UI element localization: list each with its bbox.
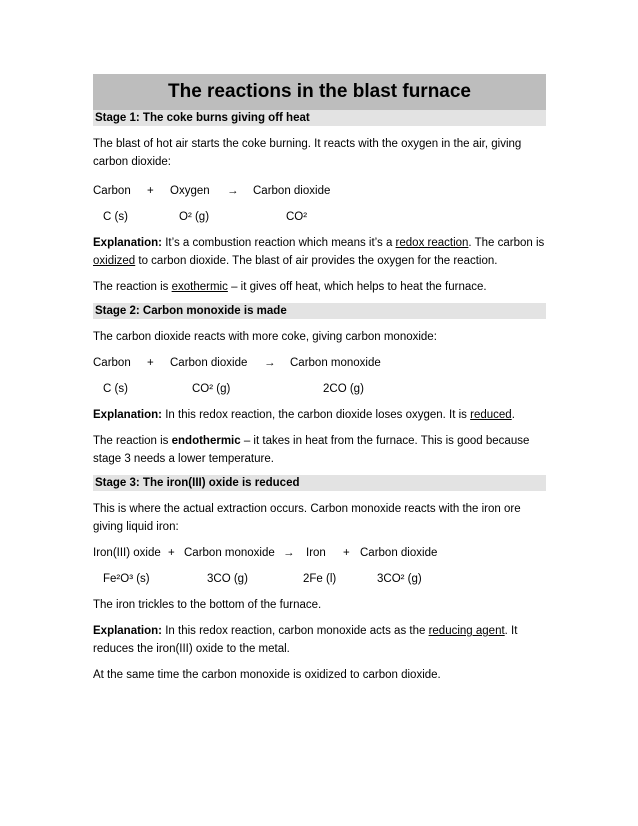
stage-1-explanation <box>93 234 546 270</box>
document-page <box>93 74 546 684</box>
eq-operator: + <box>147 185 154 197</box>
eq-symbol: C (s) <box>103 383 128 395</box>
eq-operator: + <box>168 547 175 559</box>
eq-symbol: 3CO (g) <box>207 573 248 585</box>
eq-symbol: 2Fe (l) <box>303 573 337 585</box>
stage-3-heading: Stage 3: The iron(III) oxide is reduced <box>93 475 546 491</box>
stage-3-explanation <box>93 622 546 658</box>
explanation-label: Explanation: <box>93 237 163 249</box>
eq-symbol: CO² <box>286 211 308 223</box>
eq-arrow: → <box>283 547 295 559</box>
endothermic-term: endothermic <box>171 435 241 447</box>
eq-symbol: C (s) <box>103 211 128 223</box>
text: – it takes in heat from the furnace. This is good because stage 3 needs a lower temperature. <box>93 435 530 465</box>
stage-3-symbol-equation <box>93 570 546 588</box>
explanation-label: Explanation: <box>93 625 163 637</box>
stage-3-word-equation <box>93 544 546 562</box>
eq-symbol: CO² (g) <box>192 383 231 395</box>
stage-2-intro: The carbon dioxide reacts with more coke, giving carbon monoxide: <box>93 331 437 343</box>
stage-2-endothermic <box>93 432 546 468</box>
page-title: The reactions in the blast furnace <box>93 74 546 110</box>
stage-3-trickle: The iron trickles to the bottom of the furnace. <box>93 599 322 611</box>
stage-1-exothermic <box>93 278 546 296</box>
stage-2-explanation <box>93 406 546 424</box>
stage-1-word-equation <box>93 182 546 200</box>
text: . The carbon is <box>468 237 545 249</box>
eq-symbol: Fe²O³ (s) <box>103 573 150 585</box>
eq-arrow: → <box>227 185 239 197</box>
redox-reaction-link[interactable]: redox reaction <box>395 237 469 249</box>
stage-1-symbol-equation <box>93 208 546 226</box>
text: In this redox reaction, carbon monoxide acts as the <box>162 625 429 637</box>
stage-3-final: At the same time the carbon monoxide is oxidized to carbon dioxide. <box>93 669 441 681</box>
explanation-label: Explanation: <box>93 409 163 421</box>
text: In this redox reaction, the carbon dioxide loses oxygen. It is <box>162 409 471 421</box>
eq-term: Carbon dioxide <box>253 185 331 197</box>
text: . It reduces the iron(III) oxide to the metal. <box>93 625 518 655</box>
text: . <box>511 409 515 421</box>
eq-term: Carbon <box>93 357 131 369</box>
eq-term: Iron(III) oxide <box>93 547 161 559</box>
stage-2-word-equation <box>93 354 546 372</box>
text: to carbon dioxide. The blast of air provides the oxygen for the reaction. <box>135 255 498 267</box>
eq-term: Carbon dioxide <box>360 547 438 559</box>
eq-symbol: 3CO² (g) <box>377 573 422 585</box>
eq-arrow: → <box>264 357 276 369</box>
eq-term: Iron <box>306 547 326 559</box>
stage-1-intro: The blast of hot air starts the coke burning. It reacts with the oxygen in the air, giving carbon dioxide: <box>93 138 522 168</box>
stage-3-intro: This is where the actual extraction occurs. Carbon monoxide reacts with the iron ore giving liquid iron: <box>93 503 521 533</box>
stage-2-symbol-equation <box>93 380 546 398</box>
eq-symbol: O² (g) <box>179 211 210 223</box>
eq-term: Carbon monoxide <box>184 547 275 559</box>
oxidized-link[interactable]: oxidized <box>93 255 136 267</box>
exothermic-link[interactable]: exothermic <box>171 281 228 293</box>
eq-symbol: 2CO (g) <box>323 383 364 395</box>
eq-operator: + <box>343 547 350 559</box>
text: The reaction is <box>93 435 172 447</box>
eq-term: Carbon monoxide <box>290 357 381 369</box>
eq-term: Carbon dioxide <box>170 357 248 369</box>
stage-2-heading: Stage 2: Carbon monoxide is made <box>93 303 546 319</box>
reducing-agent-link[interactable]: reducing agent <box>428 625 505 637</box>
eq-term: Carbon <box>93 185 131 197</box>
eq-operator: + <box>147 357 154 369</box>
text: It’s a combustion reaction which means it’s a <box>162 237 396 249</box>
text: The reaction is <box>93 281 172 293</box>
text: – it gives off heat, which helps to heat the furnace. <box>227 281 487 293</box>
reduced-link[interactable]: reduced <box>470 409 512 421</box>
eq-term: Oxygen <box>170 185 210 197</box>
stage-1-heading: Stage 1: The coke burns giving off heat <box>93 110 546 126</box>
